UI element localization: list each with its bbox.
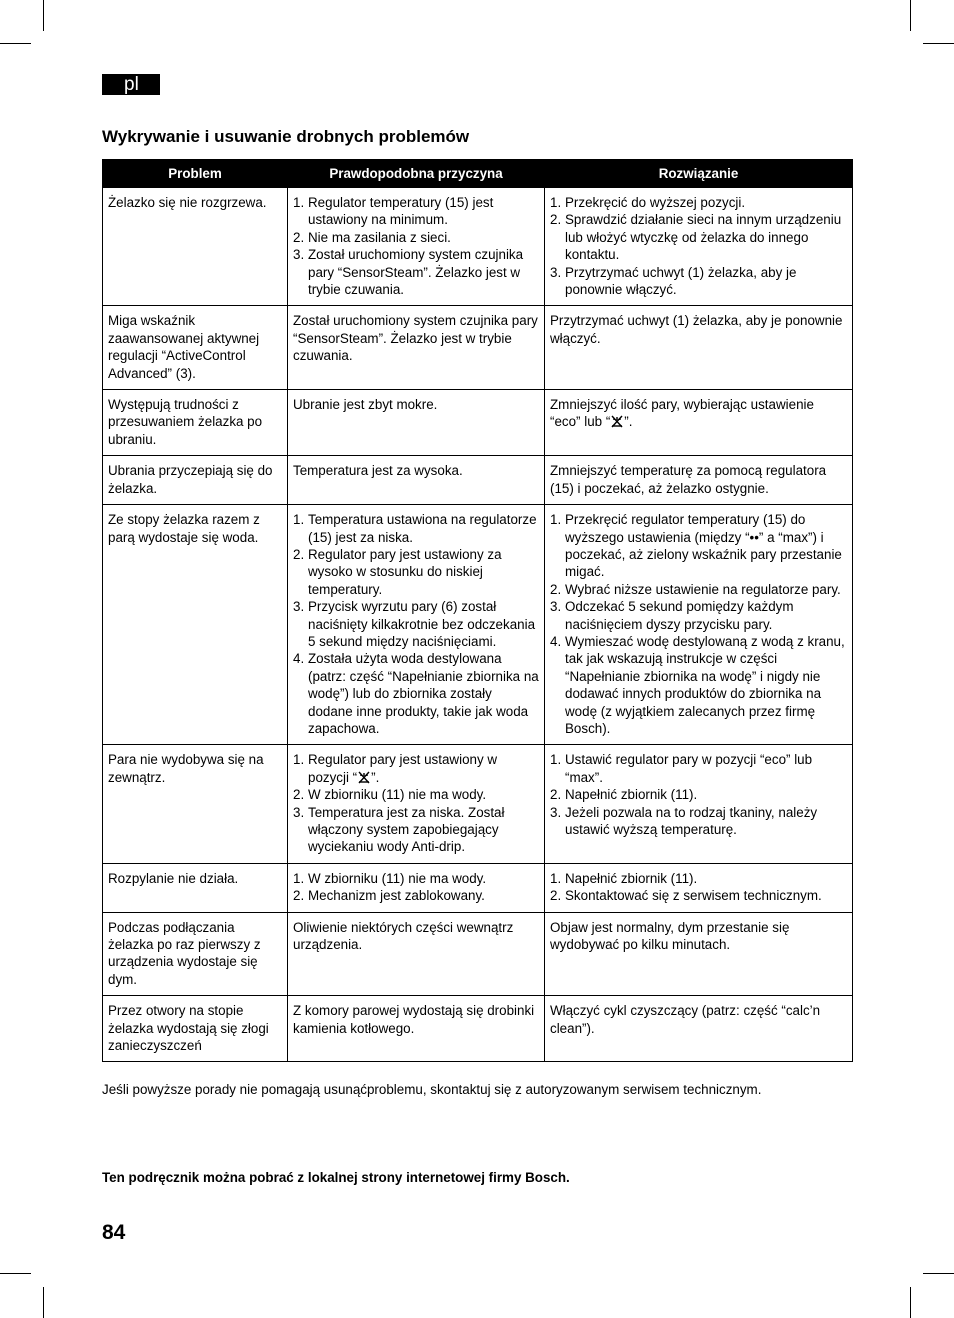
item-number: 3.: [550, 264, 562, 280]
item-text: Regulator pary jest ustawiony w pozycji “: [308, 752, 498, 785]
crop-mark: [0, 1273, 31, 1274]
crop-mark: [910, 1287, 911, 1318]
solution-cell: [545, 188, 853, 306]
list-item: [550, 598, 847, 633]
cause-cell: [288, 745, 545, 863]
crop-mark: [43, 1287, 44, 1318]
section-title: Wykrywanie i usuwanie drobnych problemów: [102, 127, 470, 146]
item-text: Temperatura ustawiona na regulatorze (15) jest za niska.: [308, 512, 537, 545]
item-text: Ustawić regulator pary w pozycji “eco” lub “max”.: [565, 752, 813, 785]
item-number: 2.: [550, 212, 562, 228]
solution-list: [550, 751, 847, 838]
solution-cell: [545, 745, 853, 863]
solution-text-end: ”.: [624, 414, 633, 430]
list-item: [293, 786, 539, 803]
item-number: 3.: [293, 804, 305, 820]
table-row: [103, 996, 853, 1062]
problem-cell: Ze stopy żelazka razem z parą wydostaje się woda.: [103, 505, 288, 745]
page-number: 84: [102, 1221, 126, 1244]
solution-cell: [545, 863, 853, 912]
list-item: [550, 633, 847, 737]
solution-cell: Włączyć cykl czyszczący (patrz: część “calc’n clean”).: [545, 996, 853, 1062]
item-text: Została użyta woda destylowana (patrz: część “Napełnianie zbiornika na wodę”) lub do zbiornika zostały dodane inne produkty, takie jak woda zapachowa.: [308, 651, 539, 736]
item-number: 1.: [550, 870, 562, 886]
item-number: 1.: [293, 870, 305, 886]
item-text: Odczekać 5 sekund pomiędzy każdym naciśnięciem dyszy przycisku pary.: [565, 599, 794, 632]
list-item: [293, 598, 539, 650]
item-number: 1.: [293, 512, 305, 528]
item-number: 3.: [293, 599, 305, 615]
list-item: [550, 211, 847, 263]
cause-cell: Oliwienie niektórych części wewnątrz urządzenia.: [288, 912, 545, 996]
item-text: Napełnić zbiornik (11).: [565, 870, 698, 886]
item-number: 2.: [293, 229, 305, 245]
item-number: 1.: [550, 195, 562, 210]
item-number: 2.: [550, 888, 562, 904]
list-item: [550, 887, 847, 904]
item-number: 2.: [550, 787, 562, 803]
steam-off-icon: [610, 415, 624, 428]
item-text: Nie ma zasilania z sieci.: [308, 229, 451, 245]
table-row: [103, 863, 853, 912]
problem-cell: Miga wskaźnik zaawansowanej aktywnej regulacji “ActiveControl Advanced” (3).: [103, 306, 288, 390]
solution-cell: [545, 390, 853, 456]
table-row: [103, 390, 853, 456]
item-text: Przekręcić do wyższej pozycji.: [565, 195, 746, 210]
cause-list: [293, 870, 539, 905]
item-text: Przytrzymać uchwyt (1) żelazka, aby je ponownie włączyć.: [565, 264, 797, 298]
list-item: [293, 804, 539, 856]
item-number: 2.: [293, 888, 305, 904]
cause-cell: [288, 863, 545, 912]
item-text: Mechanizm jest zablokowany.: [308, 888, 485, 904]
column-header-solution: Rozwiązanie: [545, 160, 853, 188]
footer-note: Jeśli powyższe porady nie pomagają usunąćproblemu, skontaktuj się z autoryzowanym serwisem technicznym.: [102, 1082, 762, 1097]
solution-cell: Przytrzymać uchwyt (1) żelazka, aby je ponownie włączyć.: [545, 306, 853, 390]
list-item: [550, 870, 847, 887]
list-item: [293, 229, 539, 246]
list-item: [293, 511, 539, 546]
list-item: [550, 194, 847, 211]
item-text-end: ”.: [371, 769, 380, 785]
item-text: Sprawdzić działanie sieci na innym urządzeniu lub włożyć wtyczkę od żelazka do innego kontaktu.: [565, 212, 842, 263]
cause-list: [293, 511, 539, 737]
table-row: [103, 505, 853, 745]
list-item: [293, 194, 539, 229]
column-header-cause: Prawdopodobna przyczyna: [288, 160, 545, 188]
item-number: 2.: [293, 787, 305, 803]
solution-text: Zmniejszyć ilość pary, wybierając ustawienie “eco” lub “: [550, 397, 814, 430]
problem-cell: Podczas podłączania żelazka po raz pierwszy z urządzenia wydostaje się dym.: [103, 912, 288, 996]
cause-cell: Z komory parowej wydostają się drobinki kamienia kotłowego.: [288, 996, 545, 1062]
item-text: W zbiorniku (11) nie ma wody.: [308, 787, 487, 803]
list-item: [293, 546, 539, 598]
cause-cell: Temperatura jest za wysoka.: [288, 456, 545, 505]
column-header-problem: Problem: [103, 160, 288, 188]
solution-cell: Zmniejszyć temperaturę za pomocą regulatora (15) i poczekać, aż żelazko ostygnie.: [545, 456, 853, 505]
solution-list: [550, 511, 847, 737]
item-number: 2.: [293, 546, 305, 562]
item-text: Skontaktować się z serwisem technicznym.: [565, 888, 822, 904]
list-item: [550, 511, 847, 581]
item-text: Temperatura jest za niska. Został włączony system zapobiegający wyciekaniu wody Anti-drip.: [308, 804, 505, 855]
crop-mark: [923, 1273, 954, 1274]
item-text: Napełnić zbiornik (11).: [565, 787, 698, 803]
steam-off-icon: [357, 771, 371, 784]
list-item: [550, 786, 847, 803]
item-text: Jeżeli pozwala na to rodzaj tkaniny, należy ustawić wyższą temperaturę.: [565, 804, 818, 837]
list-item: [293, 650, 539, 737]
item-text: Przekręcić regulator temperatury (15) do wyższego ustawienia (między “••” a “max”) i poczekać, aż zielony wskaźnik pary przestanie migać.: [565, 512, 842, 580]
item-text: W zbiorniku (11) nie ma wody.: [308, 870, 487, 886]
language-tab: pl: [102, 74, 160, 95]
cause-cell: [288, 188, 545, 306]
table-row: [103, 912, 853, 996]
problem-cell: Występują trudności z przesuwaniem żelazka po ubraniu.: [103, 390, 288, 456]
list-item: [550, 804, 847, 839]
table-row: [103, 745, 853, 863]
problem-cell: Żelazko się nie rozgrzewa.: [103, 188, 288, 306]
problem-cell: Rozpylanie nie działa.: [103, 863, 288, 912]
solution-list: [550, 194, 847, 298]
item-text: Wybrać niższe ustawienie na regulatorze pary.: [565, 581, 841, 597]
solution-cell: Objaw jest normalny, dym przestanie się wydobywać po kilku minutach.: [545, 912, 853, 996]
item-number: 3.: [550, 804, 562, 820]
cause-list: [293, 751, 539, 855]
table-row: [103, 456, 853, 505]
list-item: [550, 264, 847, 299]
list-item: [550, 751, 847, 786]
item-text: Wymieszać wodę destylowaną z wodą z kranu, tak jak wskazują instrukcje w części “Napełnianie zbiornika na wodę” i nigdy nie dodawać innych produktów do zbiornika na wodę (z wyjątkiem zalecanych przez firmę Bosch).: [565, 633, 845, 736]
cause-cell: [288, 505, 545, 745]
list-item: [293, 887, 539, 904]
item-number: 3.: [293, 247, 305, 263]
item-number: 1.: [293, 752, 305, 768]
crop-mark: [0, 43, 31, 44]
solution-cell: [545, 505, 853, 745]
crop-mark: [910, 0, 911, 31]
download-note: Ten podręcznik można pobrać z lokalnej strony internetowej firmy Bosch.: [102, 1170, 570, 1185]
item-text: Regulator pary jest ustawiony za wysoko w stosunku do niskiej temperatury.: [308, 546, 502, 597]
problem-cell: Para nie wydobywa się na zewnątrz.: [103, 745, 288, 863]
table-header-row: [103, 160, 853, 188]
list-item: [293, 751, 539, 786]
cause-list: [293, 194, 539, 298]
cause-cell: Ubranie jest zbyt mokre.: [288, 390, 545, 456]
table-row: [103, 188, 853, 306]
item-number: 4.: [293, 651, 305, 667]
crop-mark: [923, 43, 954, 44]
problem-cell: Ubrania przyczepiają się do żelazka.: [103, 456, 288, 505]
crop-mark: [43, 0, 44, 31]
list-item: [293, 246, 539, 298]
item-number: 4.: [550, 633, 562, 649]
item-number: 1.: [293, 195, 305, 210]
problem-cell: Przez otwory na stopie żelazka wydostają się złogi zanieczyszczeń: [103, 996, 288, 1062]
list-item: [550, 581, 847, 598]
item-text: Przycisk wyrzutu pary (6) został naciśnięty kilkakrotnie bez odczekania 5 sekund między naciśnięciami.: [308, 599, 536, 649]
item-number: 2.: [550, 581, 562, 597]
cause-cell: Został uruchomiony system czujnika pary “SensorSteam”. Żelazko jest w trybie czuwania.: [288, 306, 545, 390]
item-number: 1.: [550, 752, 562, 768]
list-item: [293, 870, 539, 887]
solution-list: [550, 870, 847, 905]
item-text: Regulator temperatury (15) jest ustawiony na minimum.: [308, 195, 494, 228]
item-text: Został uruchomiony system czujnika pary “SensorSteam”. Żelazko jest w trybie czuwania.: [308, 247, 524, 298]
item-number: 3.: [550, 599, 562, 615]
table-row: [103, 306, 853, 390]
item-number: 1.: [550, 512, 562, 528]
troubleshooting-table: [102, 159, 853, 1062]
